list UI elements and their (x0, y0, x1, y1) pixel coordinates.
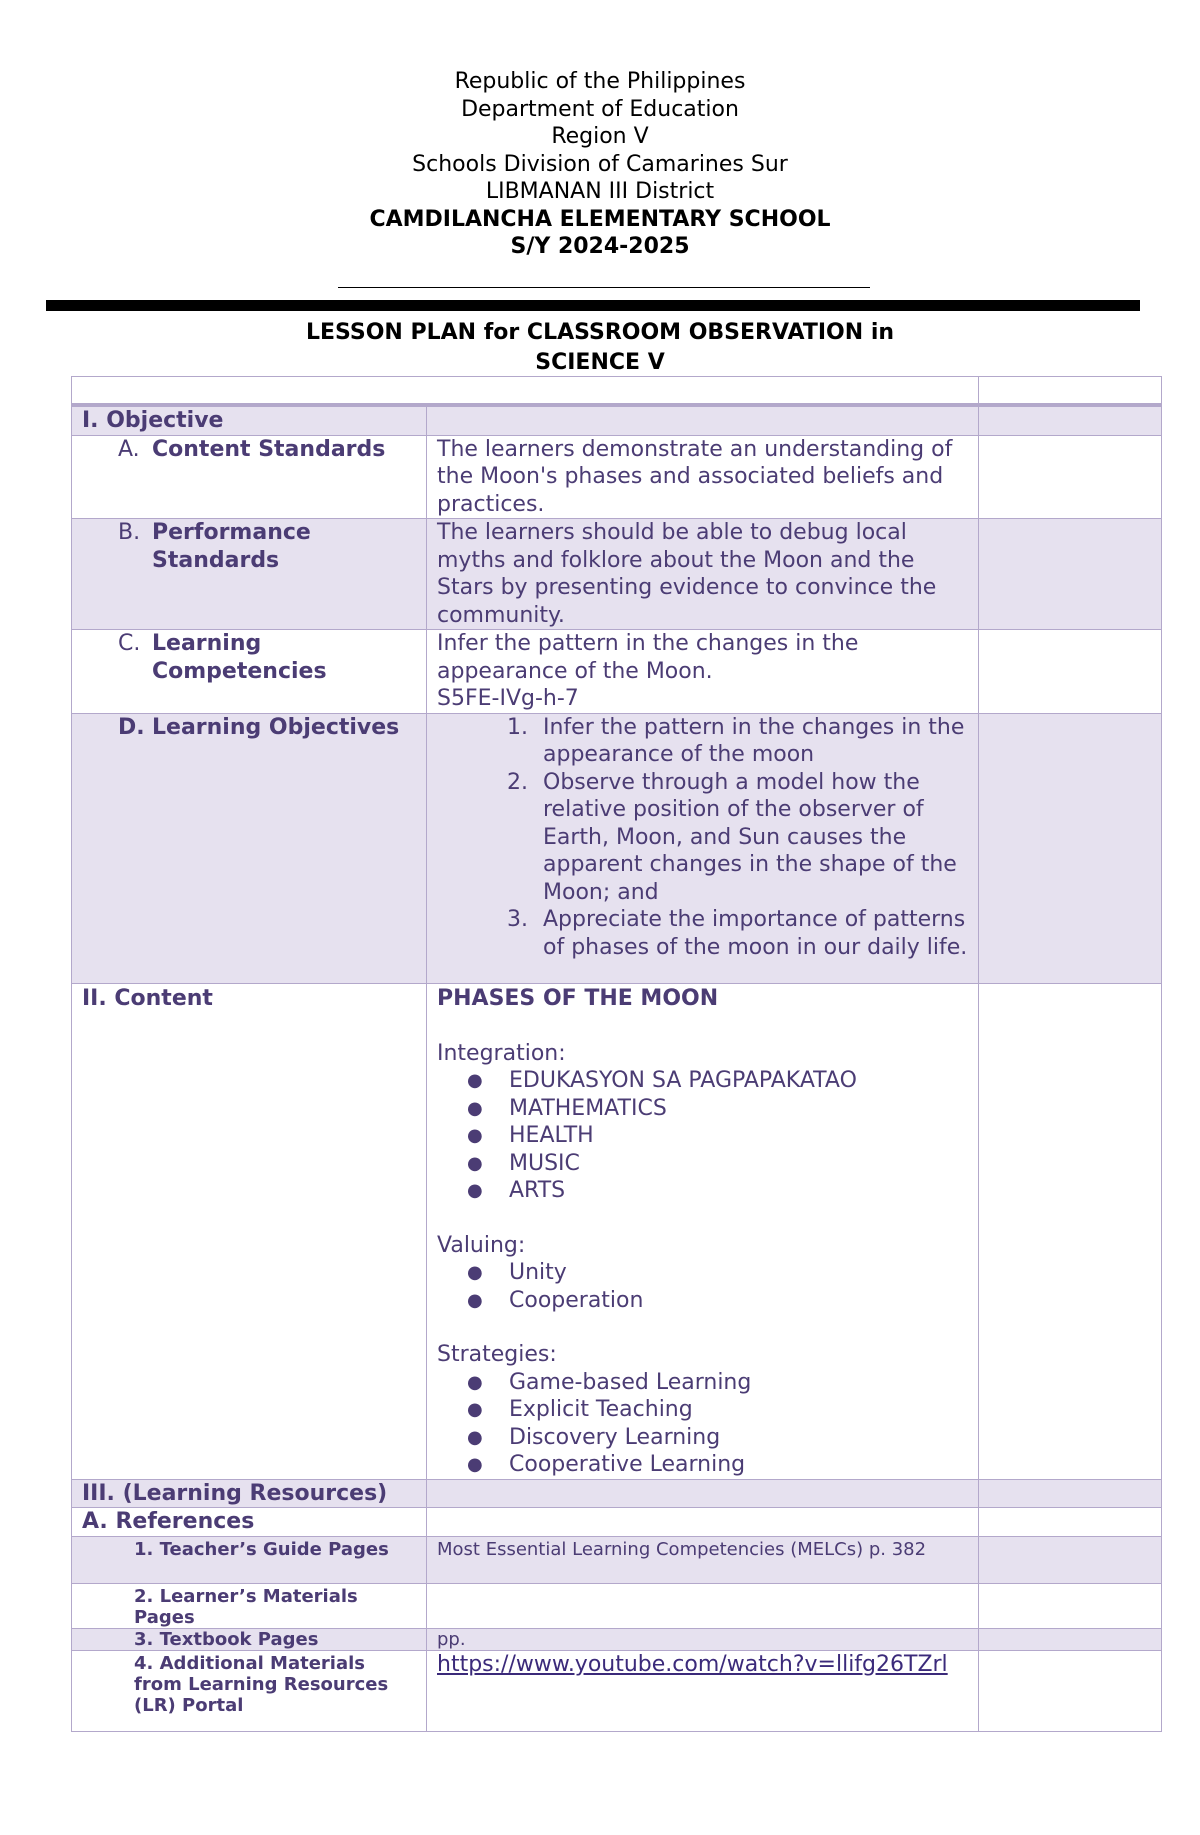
additional-materials-row (72, 1650, 1162, 1731)
valuing-item: Cooperation (509, 1287, 644, 1313)
empty-cell (979, 519, 1162, 630)
spacer (437, 1013, 968, 1040)
signature-line (338, 287, 870, 288)
header-school: CAMDILANCHA ELEMENTARY SCHOOL (369, 206, 831, 232)
empty-cell (979, 1536, 1162, 1583)
learning-competencies-code: S5FE-IVg-h-7 (437, 686, 579, 711)
bullet-icon: ● (467, 1262, 483, 1283)
integration-list (437, 1067, 968, 1205)
strategies-label: Strategies: (437, 1342, 557, 1367)
objectives-list (437, 714, 968, 962)
performance-standards-text: The learners should be able to debug local myths and folklore about the Moon and the Stars by presenting evidence to convince the community. (427, 519, 979, 630)
title-line-2: SCIENCE V (535, 350, 665, 375)
item-letter: B. (118, 520, 141, 545)
lesson-plan-title (0, 318, 1200, 378)
bullet-icon: ● (467, 1454, 483, 1475)
bullet-icon: ● (467, 1289, 483, 1311)
learning-objectives-label-cell (72, 713, 427, 984)
performance-standards-label-cell (72, 519, 427, 630)
empty-cell (979, 435, 1162, 519)
bullet-icon: ● (467, 1180, 483, 1201)
integration-label: Integration: (437, 1040, 566, 1066)
integration-subject: MUSIC (509, 1150, 580, 1176)
list-item (437, 1095, 968, 1123)
integration-subject: ARTS (509, 1178, 566, 1203)
top-cell-right (979, 377, 1162, 406)
bullet-icon: ● (467, 1125, 483, 1146)
teachers-guide-label: 1. Teacher’s Guide Pages (72, 1536, 427, 1583)
bullet-icon: ● (467, 1152, 483, 1174)
empty-cell (979, 405, 1162, 435)
item-letter: C. (118, 631, 141, 656)
table-top-row (72, 377, 1162, 406)
resources-heading: III. (Learning Resources) (72, 1479, 427, 1508)
empty-cell (427, 405, 979, 435)
strategy-item: Discovery Learning (509, 1424, 721, 1450)
resources-heading-row (72, 1479, 1162, 1508)
objective-text: Infer the pattern in the changes in the appearance of the moon (543, 714, 965, 767)
learners-materials-row (72, 1583, 1162, 1628)
title-line-1: LESSON PLAN for CLASSROOM OBSERVATION in (305, 320, 895, 345)
teachers-guide-row (72, 1536, 1162, 1583)
learning-competencies-text: Infer the pattern in the changes in the appearance of the Moon. (437, 631, 859, 684)
learning-competencies-row (72, 630, 1162, 714)
youtube-link[interactable]: https://www.youtube.com/watch?v=llifg26TZrl (437, 1651, 948, 1677)
strategy-item: Explicit Teaching (509, 1397, 693, 1422)
strategies-list (437, 1369, 968, 1479)
list-item (437, 1177, 968, 1205)
header-region: Region V (551, 124, 649, 149)
lesson-plan-table (71, 376, 1162, 1732)
teachers-guide-value: Most Essential Learning Competencies (MELCs) p. 382 (427, 1536, 979, 1583)
empty-cell (979, 1628, 1162, 1650)
empty-cell (427, 1479, 979, 1508)
list-item (437, 1122, 968, 1150)
list-number: 1. (507, 714, 528, 740)
textbook-label: 3. Textbook Pages (72, 1628, 427, 1650)
learning-objectives-cell (427, 713, 979, 984)
strategy-item: Cooperative Learning (509, 1452, 746, 1477)
empty-cell (979, 713, 1162, 984)
empty-cell (979, 1479, 1162, 1508)
performance-standards-label: Performance Standards (152, 520, 311, 573)
performance-standards-row (72, 519, 1162, 630)
bullet-icon: ● (467, 1097, 483, 1119)
list-number: 2. (507, 769, 528, 795)
valuing-list (437, 1259, 968, 1314)
list-item (437, 1067, 968, 1095)
textbook-value: pp. (427, 1628, 979, 1650)
list-item (437, 1369, 968, 1397)
textbook-row (72, 1628, 1162, 1650)
integration-subject: MATHEMATICS (509, 1095, 667, 1121)
learners-materials-label: 2. Learner’s Materials Pages (72, 1583, 427, 1628)
learning-competencies-label: Learning Competencies (152, 631, 327, 684)
learning-objectives-row (72, 713, 1162, 984)
top-cell (72, 377, 979, 406)
learning-competencies-cell (427, 630, 979, 714)
item-letter: A. (118, 436, 140, 462)
strategy-item: Game-based Learning (509, 1369, 752, 1395)
bullet-icon: ● (467, 1371, 483, 1393)
bullet-icon: ● (467, 1426, 483, 1448)
references-heading-row (72, 1508, 1162, 1537)
header-district: LIBMANAN III District (485, 179, 715, 204)
objective-heading-row (72, 405, 1162, 435)
empty-cell (427, 1508, 979, 1537)
bullet-icon: ● (467, 1070, 483, 1091)
header-department: Department of Education (461, 96, 739, 122)
list-number: 3. (507, 907, 528, 932)
content-cell (427, 984, 979, 1480)
additional-materials-cell (427, 1650, 979, 1731)
list-item (437, 1451, 968, 1479)
objective-heading: I. Objective (72, 405, 427, 435)
integration-subject: EDUKASYON SA PAGPAPAKATAO (509, 1068, 857, 1093)
learning-competencies-label-cell (72, 630, 427, 714)
references-heading: A. References (72, 1508, 427, 1537)
valuing-item: Unity (509, 1260, 567, 1285)
integration-subject: HEALTH (509, 1123, 594, 1148)
valuing-label: Valuing: (437, 1232, 526, 1258)
list-item (437, 1424, 968, 1452)
empty-cell (979, 1508, 1162, 1537)
list-item (437, 1287, 968, 1315)
learning-objectives-label: Learning Objectives (152, 714, 400, 740)
objective-text: Observe through a model how the relative position of the observer of Earth, Moon, and Sun causes the apparent changes in the shape of the Moon; and (543, 769, 957, 905)
empty-cell (979, 1583, 1162, 1628)
list-item (437, 906, 968, 961)
spacer (437, 1205, 968, 1232)
header-republic: Republic of the Philippines (454, 69, 746, 94)
list-item (437, 769, 968, 907)
objective-text: Appreciate the importance of patterns of phases of the moon in our daily life. (543, 907, 968, 960)
list-item (437, 714, 968, 769)
bullet-icon: ● (467, 1399, 483, 1420)
list-item (437, 1259, 968, 1287)
content-topic: PHASES OF THE MOON (437, 986, 719, 1011)
content-standards-label: Content Standards (152, 436, 386, 462)
list-item (437, 1396, 968, 1424)
spacer (437, 1314, 968, 1341)
empty-cell (979, 984, 1162, 1480)
content-standards-row (72, 435, 1162, 519)
content-standards-text: The learners demonstrate an understanding of the Moon's phases and associated beliefs and practices. (427, 435, 979, 519)
additional-materials-label: 4. Additional Materials from Learning Resources (LR) Portal (72, 1650, 427, 1731)
document-header (0, 68, 1200, 261)
header-divider (46, 300, 1140, 311)
header-division: Schools Division of Camarines Sur (412, 151, 788, 177)
header-school-year: S/Y 2024-2025 (510, 234, 690, 259)
list-item (437, 1150, 968, 1178)
content-heading: II. Content (72, 984, 427, 1480)
item-letter: D. (118, 714, 145, 740)
learners-materials-value (427, 1583, 979, 1628)
content-standards-label-cell (72, 435, 427, 519)
content-row (72, 984, 1162, 1480)
empty-cell (979, 1650, 1162, 1731)
empty-cell (979, 630, 1162, 714)
